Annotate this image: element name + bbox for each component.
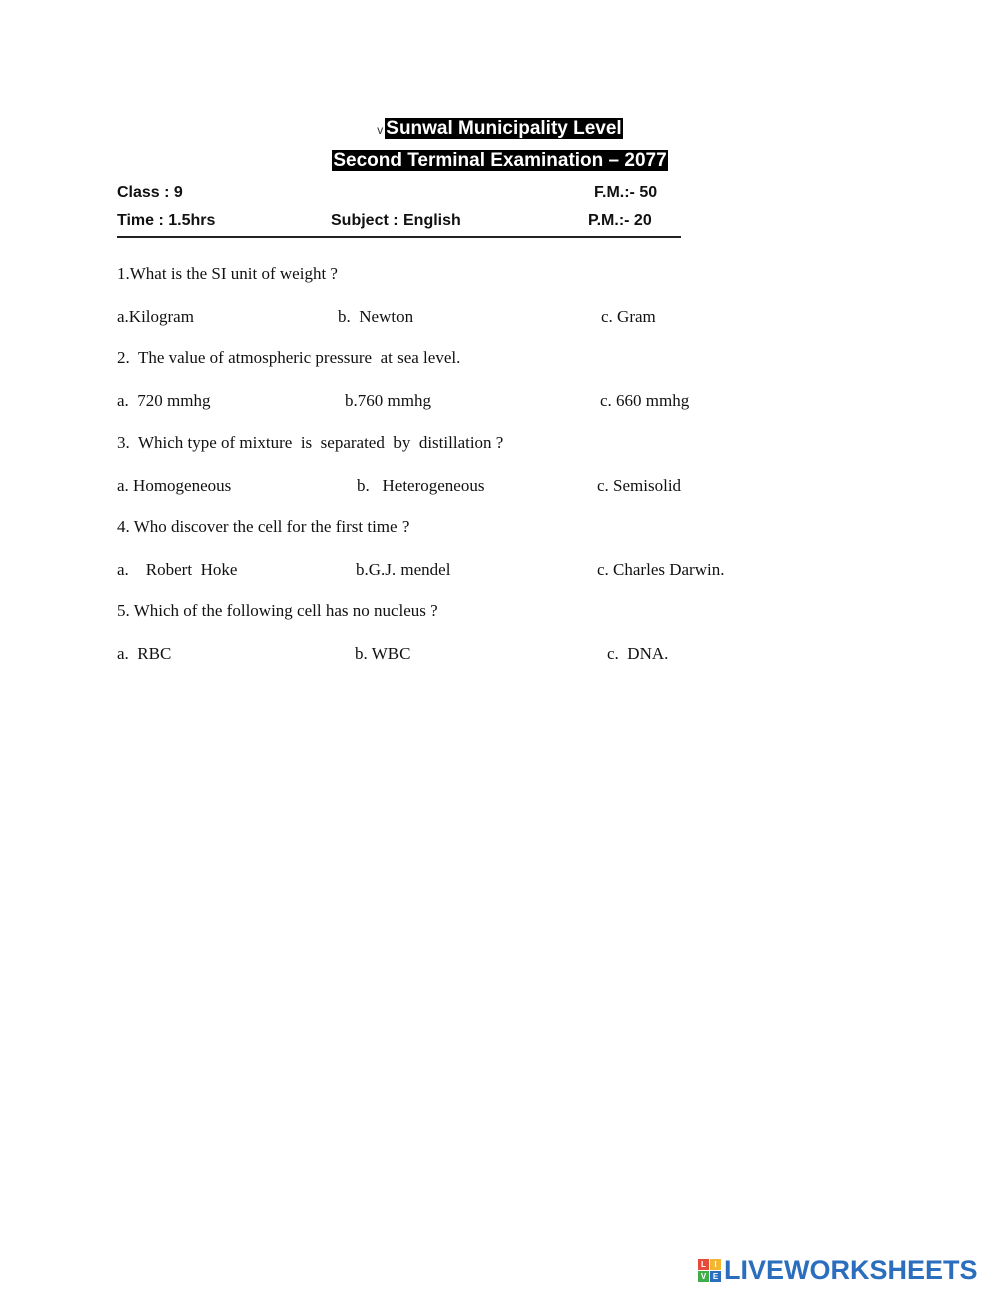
question-1-option-b: b. Newton [338, 307, 414, 326]
header-divider [117, 236, 681, 238]
question-2: 2. The value of atmospheric pressure at sea level. [117, 348, 461, 367]
question-2-option-c: c. 660 mmhg [600, 391, 690, 410]
question-4-option-b: b.G.J. mendel [356, 560, 451, 579]
logo-tile-l: L [698, 1259, 709, 1270]
pass-marks: P.M.:- 20 [588, 212, 652, 229]
question-1: 1.What is the SI unit of weight ? [117, 264, 338, 283]
question-1-option-c: c. Gram [601, 307, 656, 326]
logo-tile-v: V [698, 1271, 709, 1282]
header-title-text2: Second Terminal Examination – 2077 [333, 150, 667, 171]
question-3-option-a: a. Homogeneous [117, 476, 232, 495]
logo-tile-e: E [710, 1271, 721, 1282]
subject-label: Subject : English [331, 212, 461, 229]
header-title-text1: Sunwal Municipality Level [386, 118, 622, 139]
header-title-line2 [0, 150, 1000, 172]
question-4: 4. Who discover the cell for the first time ? [117, 517, 410, 536]
question-2-option-a: a. 720 mmhg [117, 391, 211, 410]
header-title-line1 [0, 118, 1000, 140]
question-4-option-c: c. Charles Darwin. [597, 560, 725, 579]
question-3-option-b: b. Heterogeneous [357, 476, 485, 495]
question-5-option-b: b. WBC [355, 644, 411, 663]
question-5: 5. Which of the following cell has no nucleus ? [117, 601, 438, 620]
liveworksheets-logo [698, 1255, 978, 1285]
header-marker: v [377, 123, 384, 137]
logo-tile-i: I [710, 1259, 721, 1270]
full-marks: F.M.:- 50 [594, 184, 658, 201]
logo-tiles-icon [698, 1259, 721, 1282]
question-3: 3. Which type of mixture is separated by distillation ? [117, 433, 504, 452]
question-5-option-a: a. RBC [117, 644, 172, 663]
class-label: Class : 9 [117, 184, 183, 201]
question-1-option-a: a.Kilogram [117, 307, 194, 326]
question-2-option-b: b.760 mmhg [345, 391, 431, 410]
logo-text: LIVEWORKSHEETS [724, 1254, 978, 1285]
question-5-option-c: c. DNA. [607, 644, 669, 663]
question-4-option-a: a. Robert Hoke [117, 560, 238, 579]
time-label: Time : 1.5hrs [117, 212, 216, 229]
question-3-option-c: c. Semisolid [597, 476, 682, 495]
